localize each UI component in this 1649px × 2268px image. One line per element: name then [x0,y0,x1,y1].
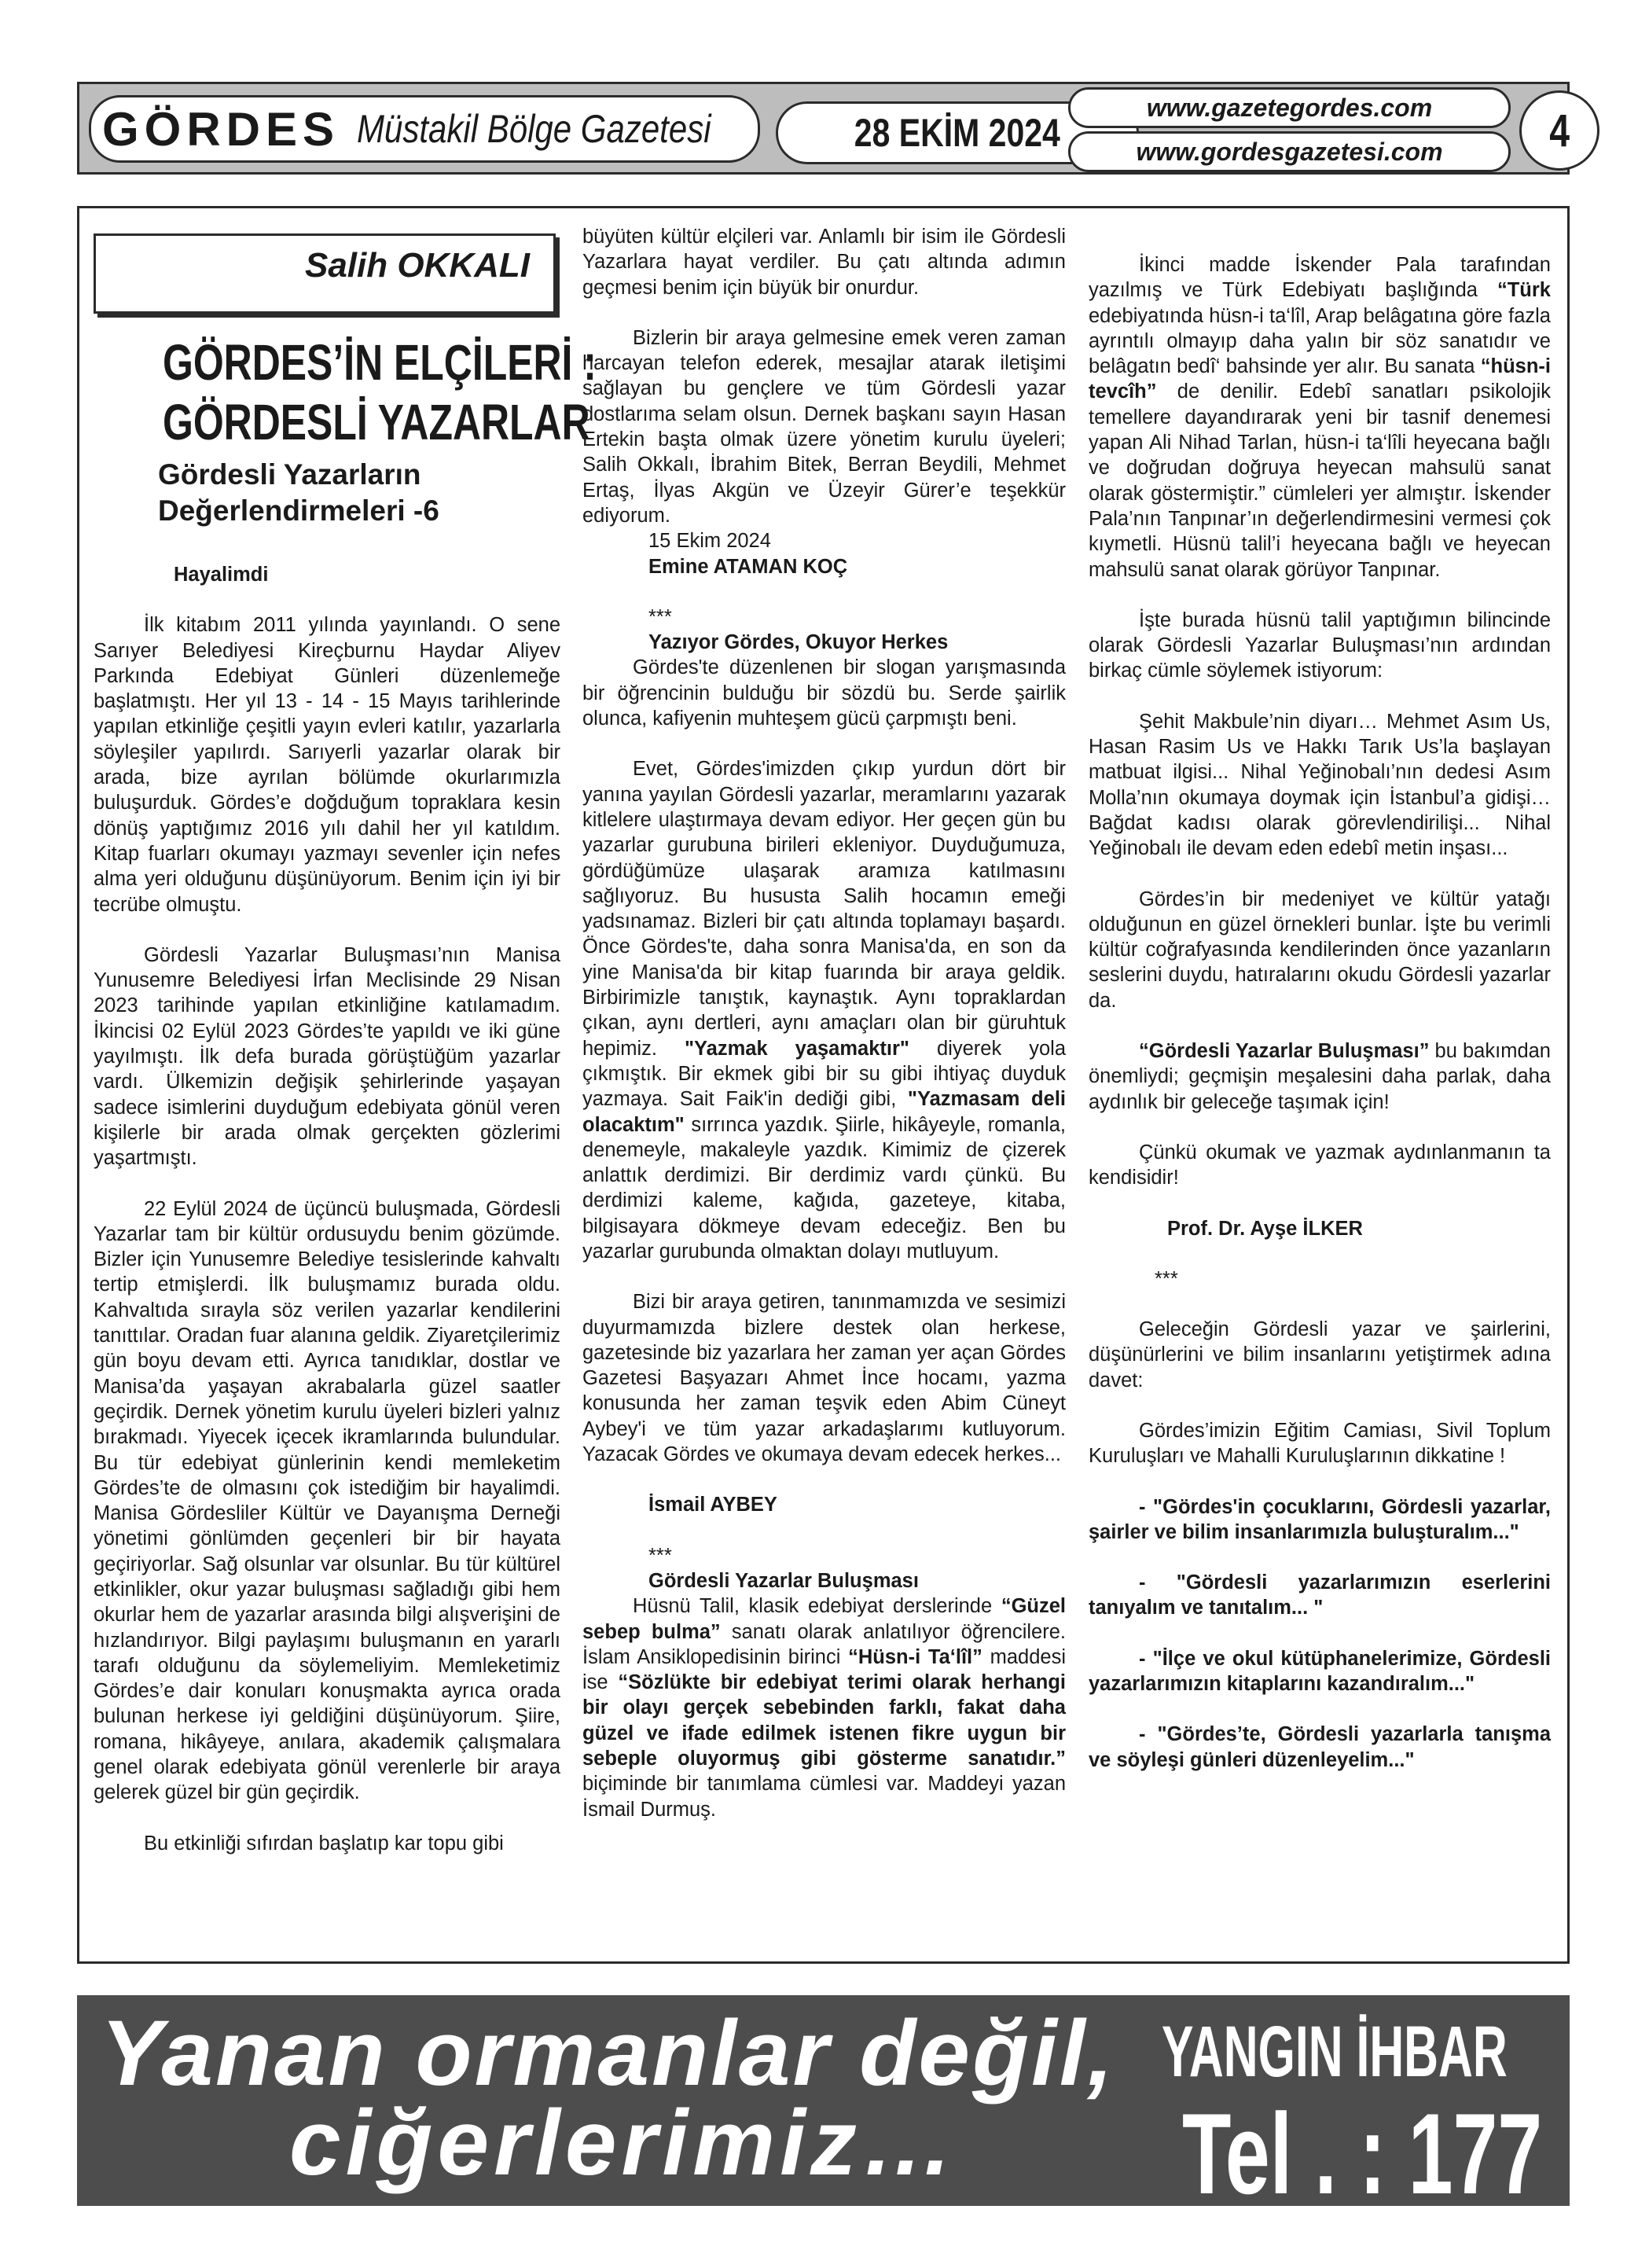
paragraph: Gördes’imizin Eğitim Camiası, Sivil Toplum Kuruluşları ve Mahalli Kuruluşlarının dikkatine ! [1089,1419,1551,1468]
text-run: diyerek yola çıkmıştık. Bir ekmek gibi bir su gibi ihtiyaç duyduk yazmaya. Sait Faik'in dediği gibi, [582,1037,1066,1111]
quote: “Sözlükte bir edebiyat terimi olarak herhangi bir olayı gerçek sebebinden farklı, fakat daha güzel ve ifade edilmek istenen fikre uygun bir sebeple oluyormuş gibi gösterme sanatıdır.” [582,1671,1066,1770]
column-3 [1089,252,1551,1773]
quote: “Gördesli Yazarlar Buluşması” [1139,1040,1430,1063]
paragraph: Bizlerin bir araya gelmesine emek veren zaman harcayan telefon ederek, mesajlar atarak iletişimi sağlayan bu gençlere ve tüm Gördesli yazar dostlarıma selam olsun. Dernek başkanı sayın Hasan Ertekin başta olmak üzere yönetim kurulu üyeleri; Salih Okkalı, İbrahim Bitek, Berran Beydili, Mehmet Ertaş, İlyas Akgün ve Üzeyir Gürer’e teşekkür ediyorum. [582,326,1066,527]
paragraph: İşte burada hüsnü talil yaptığımın bilincinde olarak Gördesli Yazarlar Buluşması’nın ardından birkaç cümle söylemek istiyorum: [1089,608,1551,682]
text-run: Hüsnü Talil, klasik edebiyat derslerinde [633,1595,993,1618]
separator: *** [648,605,672,628]
quote: “hüsn-i tevcîh” [1089,355,1551,403]
brand-pill [89,95,760,163]
paragraph: büyüten kültür elçileri var. Anlamlı bir isim ile Gördesli Yazarlara hayat verdiler. Bu çatı altında adımın geçmesi benim için büyük bir onurdur. [582,226,1066,299]
newspaper-subtitle: Müstakil Bölge Gazetesi [357,107,711,151]
call-to-action: - "Gördes'in çocuklarını, Gördesli yazarlar, şairler ve bilim insanlarımızla buluşturalım..." [1089,1495,1551,1543]
fire-warning-banner [77,1995,1570,2218]
article-frame [77,206,1570,1964]
article-title [163,333,597,452]
issue-date: 28 EKİM 2024 [854,111,1061,155]
newspaper-name: GÖRDES [102,102,340,156]
slogan-line-1: Yanan ormanlar değil, [101,2002,1116,2105]
section-heading: Yazıyor Gördes, Okuyor Herkes [648,631,949,654]
text-run: de denilir. Edebî sanatları psikolojik temellere dayandırarak yeni bir tasnif denemesi yapan Ali Nihad Tarlan, hüsn-i ta‘lîli heyecana bağlı ve doğrudan doğruya heyecan mahsulü sanat olarak göstermiştir.” cümleleri yer almıştır. İskender Pala’nın Tanpınar’ın değerlendirmesini vermesi çok kıymetli. Hüsnü talil’i heyecana bağlı ve heyecan mahsulü sanat olarak görüyor Tanpınar. [1089,380,1551,581]
separator: *** [648,1544,672,1567]
fire-report-label: YANGIN İHBAR [1162,2012,1508,2092]
paragraph: Şehit Makbule’nin diyarı… Mehmet Asım Us, Hasan Rasim Us ve Hakkı Tarık Us’la başlayan matbuat ilgisi... Nihal Yeğinobalı’nın dedesi Asım Molla’nın okumaya doymak için İstanbul’a gidişi… Bağdat kadısı olarak görevlendirilişi... Nihal Yeğinobalı ile devam eden edebî metin inşası... [1089,710,1551,860]
website-link-1[interactable]: www.gazetegordes.com [1146,93,1433,122]
website-pill-1 [1068,87,1511,128]
paragraph: Gördesli Yazarlar Buluşması’nın Manisa Yunusemre Belediyesi İrfan Meclisinde 29 Nisan 2023 tarihinde yapılan etkinliğine katılamadım. İkincisi 02 Eylül 2023 Gördes’te yapıldı ve iki güne yayılmıştı. İlk defa burada görüştüğüm yazarlar vardı. Ülkemizin değişik şehirlerinde yaşayan sadece isimlerini duyduğum edebiyata gönül veren kişilerle bir arada olmak gerçekten gözlerimi yaşartmıştı. [94,943,560,1170]
paragraph: Gördes'te düzenlenen bir slogan yarışmasında bir öğrencinin bulduğu bir sözdü bu. Serde şairlik olunca, kafiyenin muhteşem gücü çarpmıştı beni. [582,656,1066,730]
text-run: bu bakımdan önemliydi; geçmişin meşalesini daha parlak, daha aydınlık bir geleceğe taşımak için! [1089,1040,1551,1113]
quote: "Yazmasam deli olacaktım" [582,1088,1066,1136]
paragraph [582,756,1066,1264]
title-line-1: GÖRDES’İN ELÇİLERİ : [163,334,597,391]
quote: “Hüsn-i Ta‘lîl” [848,1645,982,1668]
text-run: biçiminde bir tanımlama cümlesi var. Maddeyi yazan İsmail Durmuş. [582,1773,1066,1821]
call-to-action: - "İlçe ve okul kütüphanelerimize, Gördesli yazarlarımızın kitaplarını kazandıralım..." [1089,1647,1551,1696]
column-1 [94,226,597,1856]
author-name: Salih OKKALI [304,246,530,285]
separator: *** [1155,1267,1178,1290]
column-2 [582,224,1066,1822]
paragraph [1089,252,1551,583]
text-run: maddesi ise [582,1645,1066,1694]
quote: “Türk [1497,279,1551,302]
subtitle-line-1: Gördesli Yazarların [158,458,421,491]
paragraph: Bu etkinliği sıfırdan başlatıp kar topu gibi [144,1832,504,1854]
call-to-action: - "Gördesli yazarlarımızın eserlerini tanıyalım ve tanıtalım... " [1089,1571,1551,1619]
website-link-2[interactable]: www.gordesgazetesi.com [1136,137,1443,166]
text-run: sırrınca yazdık. Şiirle, hikâyeyle, romanla, denemeyle, makaleyle yazdık. Kimimiz de çizerek anlattık derdimizi. Bir derdimiz vardı çünkü. Bu derdimizi kaleme, kağıda, gazeteye, kitaba, bilgisayara dökmeye devam edeceğiz. Ben bu yazarlar gurubunda olmaktan dolayı mutluyum. [582,1113,1066,1263]
signature-name: İsmail AYBEY [648,1494,777,1516]
subtitle-line-2: Değerlendirmeleri -6 [158,494,439,527]
paragraph [1089,1038,1551,1115]
section-heading: Gördesli Yazarlar Buluşması [648,1569,919,1592]
signature-name: Prof. Dr. Ayşe İLKER [1167,1217,1363,1240]
text-run: edebiyatında hüsn-i ta‘lîl, Arap belâgatına göre fazla ayrıntılı olmayıp daha yalın bir söz sanatıdır ve belâgatın bedî‘ bahsinde yer alır. Bu sanata [1089,304,1551,378]
text-run: sanatı olarak anlatılıyor öğrencilere. İslam Ansiklopedisinin birinci [582,1620,1066,1668]
call-to-action: - "Gördes’te, Gördesli yazarlarla tanışma ve söyleşi günleri düzenleyelim..." [1089,1723,1551,1771]
slogan-line-2: ciğerlerimiz… [289,2091,959,2195]
title-line-2: GÖRDESLİ YAZARLAR [163,394,590,450]
paragraph: Bizi bir araya getiren, tanınmamızda ve sesimizi duyurmamızda bizlere destek olan herkese, gazetesinde biz yazarlara her zaman yer açan Gördes Gazetesi Başyazarı Ahmet İnce hocamı, yazma konusunda her zaman teşvik eden Abim Cüneyt Aybey'i ve tüm yazar arkadaşlarımı kutluyorum. Yazacak Gördes ve okumaya devam edecek herkes... [582,1291,1066,1466]
paragraph: Gördes’in bir medeniyet ve kültür yatağı olduğunun en güzel örnekleri bunlar. İşte bu verimli kültür coğrafyasında kendilerinden önce yazanların seslerini duydu, hatıralarını okudu Gördesli yazarlar da. [1089,888,1551,1012]
page-number: 4 [1549,105,1570,156]
text-run: Evet, Gördes'imizden çıkıp yurdun dört bir yanına yayılan Gördesli yazarlar, meramlarını yazarak kitlelere ulaştırmaya devam ediyor. Her geçen gün bu yazarlar gurubuna birileri ekleniyor. Duyduğumuza, gördüğümüze ulaşarak aramıza katılmasını sağlıyoruz. Bu hususta Salih hocamın emeği yadsınamaz. Bizleri bir çatı altında toplamayı başardı. Önce Gördes'te, daha sonra Manisa'da, en son da yine Manisa'da bir kitap fuarında bir araya geldik. Birbirimizle tanıştık, kaynaştık. Aynı topraklardan çıkan, aynı dertleri, aynı amaçları olan bir güruhtuk hepimiz. [582,758,1066,1060]
fire-phone-number: Tel . : 177 [1182,2090,1543,2218]
website-pill-2 [1068,131,1511,172]
paragraph: 22 Eylül 2024 de üçüncü buluşmada, Gördesli Yazarlar tam bir kültür ordusuydu benim gözümde. Bizler için Yunusemre Belediye tesislerinde kahvaltı tertip etmişlerdi. İlk buluşmamız burada oldu. Kahvaltıda sırayla söz verilen yazarlar kendilerini tanıttılar. Oradan fuar alanına geldik. Ziyaretçilerimiz gün boyu devam etti. Ayrıca tanıdıklar, dostlar ve Manisa’da yaşayan akrabalarla güzel saatler geçirdik. Dernek yönetim kurulu üyeleri bizleri yalnız bırakmadı. Yiyecek içecek ikramlarında bulundular. Bu tür edebiyat günlerinin kendi memleketim Gördes’te de olmasını çok istediğim bir hayalimdi. Manisa Gördesliler Kültür ve Dayanışma Derneği yönetimi gönlümden geçenleri bir bir hayata geçiriyorlar. Sağ olsunlar var olsunlar. Bu tür kültürel etkinlikler, okur yazar buluşması sağladığı gibi hem okurlar hem de yazarlar arasında bilgi alışverişini de hızlandırıyor. Bilgi paylaşımı buluşmanın en yararlı tarafı olduğunu da söylemeliyim. Memleketimiz Gördes’e dair konuları konuşmakta ayrıca orada bulunan herkese iyi geldiğini düşünüyorum. Şiire, romana, hikâyeye, anılara, akademik çalışmalara genel olarak edebiyata gönül verenlerle bir araya gelerek güzel bir gün geçirdik. [94,1197,560,1804]
page-number-badge [1519,90,1599,171]
quote: “Güzel sebep bulma” [582,1595,1066,1643]
signature-name: Emine ATAMAN KOÇ [648,555,848,578]
paragraph: Geleceğin Gördesli yazar ve şairlerini, düşünürlerini ve bilim insanlarını yetiştirmek adına davet: [1089,1318,1551,1391]
masthead [77,82,1570,175]
signature-date: 15 Ekim 2024 [648,530,771,553]
paragraph: Çünkü okumak ve yazmak aydınlanmanın ta kendisidir! [1089,1141,1551,1189]
paragraph [582,1593,1066,1822]
article-subtitle [158,457,560,529]
author-box [94,233,556,314]
paragraph: İlk kitabım 2011 yılında yayınlandı. O sene Sarıyer Belediyesi Kireçburnu Haydar Aliyev Parkında Edebiyat Günleri düzenlemeğe başlatmıştı. Her yıl 13 - 14 - 15 Mayıs tarihlerinde yapılan etkinliğe çeşitli yayın evleri katılır, yazarlarla söyleşiler yapılırdı. Sarıyerli yazarlar olarak bir arada, bize ayrılan bölümde okurlarımızla buluşurduk. Gördes’e doğduğum topraklara kesin dönüş yaptığımız 2016 yılı dahil her yıl katıldım. Kitap fuarları okumayı yazmayı sevenler için nefes alma yeri olduğunu düşünüyorum. Benim için iyi bir tecrübe olmuştu. [94,614,560,916]
text-run: İkinci madde İskender Pala tarafından yazılmış ve Türk Edebiyatı başlığında [1089,254,1551,302]
quote: "Yazmak yaşamaktır" [684,1037,909,1060]
section-heading: Hayalimdi [174,564,269,586]
